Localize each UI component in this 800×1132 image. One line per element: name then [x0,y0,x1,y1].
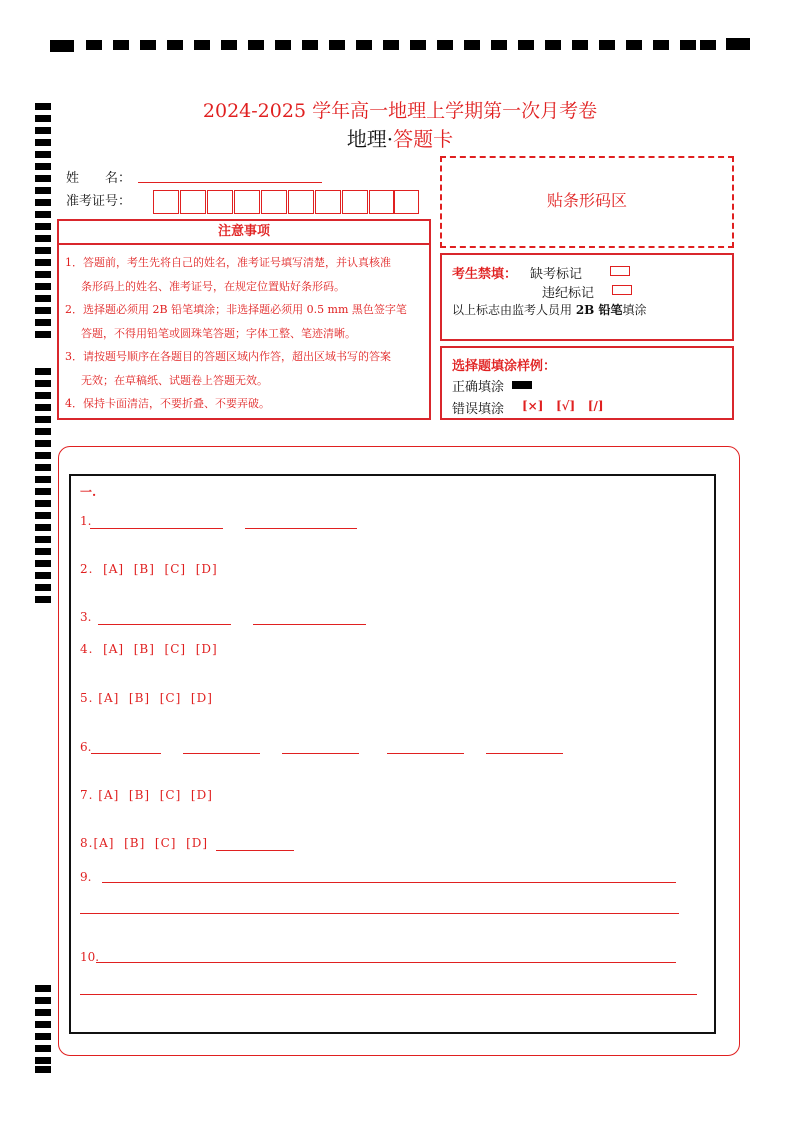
wrong-fill-label: 错误填涂 [452,402,505,417]
name-label: 姓 名： [66,171,132,186]
subject-label: 地理· [346,127,394,151]
question-6-blank-5[interactable] [486,753,563,754]
question-1-number: 1. [80,514,92,528]
note-2-line-2: 答题，不得用铅笔或圆珠笔答题；字体工整、笔迹清晰。 [81,326,356,340]
question-9-number: 9. [80,870,92,884]
fill-sample-box [440,346,734,420]
section-heading: 一. [80,485,97,499]
wrong-mark-slash: [/] [587,399,604,413]
question-1-blank-2[interactable] [245,528,357,529]
note-2-line-1: 2．选择题必须用 2B 铅笔填涂；非选择题必须用 0.5 mm 黑色签字笔 [65,303,407,316]
question-3-blank-1[interactable] [98,624,231,625]
exam-subtitle [0,123,800,152]
question-6-blank-2[interactable] [183,753,260,754]
wrong-mark-cross: [×] [522,399,544,413]
question-6-number: 6. [80,740,92,754]
exam-id-label: 准考证号： [66,194,132,209]
question-3-number: 3. [80,610,92,624]
question-9-line-2[interactable] [80,913,679,914]
question-8-blank[interactable] [216,850,294,851]
question-10-number: 10. [80,950,100,964]
name-field[interactable] [138,168,322,183]
violation-mark-label: 违纪标记 [542,286,595,301]
barcode-area-label: 贴条形码区 [546,191,627,210]
question-10-line-2[interactable] [80,994,697,995]
absent-mark-box[interactable] [610,266,630,276]
wrong-fill-samples [522,399,604,413]
note-3-line-1: 3．请按题号顺序在各题目的答题区域内作答，超出区域书写的答案 [65,350,391,363]
question-5-options[interactable]: 5. [A] [B] [C] [D] [80,691,213,705]
proctor-only-box [440,253,734,341]
question-1-blank-1[interactable] [90,528,223,529]
note-1-line-2: 条形码上的姓名、准考证号，在规定位置贴好条形码。 [81,279,345,293]
question-9-line-1[interactable] [102,882,676,883]
question-7-options[interactable]: 7. [A] [B] [C] [D] [80,788,213,802]
note-1-line-1: 1．答题前，考生先将自己的姓名，准考证号填写清楚，并认真核准 [65,256,391,269]
notes-box [57,219,431,420]
exam-title: 2024-2025 学年高一地理上学期第一次月考卷 [202,100,598,122]
question-10-line-1[interactable] [96,962,676,963]
question-3-blank-2[interactable] [253,624,366,625]
wrong-mark-check: [√] [555,399,576,413]
violation-mark-box[interactable] [612,285,632,295]
answer-area-inner[interactable] [69,474,716,1034]
correct-fill-label: 正确填涂 [452,380,505,395]
question-6-blank-3[interactable] [282,753,359,754]
note-3-line-2: 无效；在草稿纸、试题卷上答题无效。 [81,373,268,387]
question-6-blank-4[interactable] [387,753,464,754]
question-6-blank-1[interactable] [91,753,161,754]
question-2-options[interactable]: 2. [A] [B] [C] [D] [80,562,218,576]
answer-card-label: 答题卡 [393,127,454,151]
note-4: 4．保持卡面清洁，不要折叠、不要弄破。 [65,397,270,410]
absent-mark-label: 缺考标记 [530,267,583,282]
question-4-options[interactable]: 4. [A] [B] [C] [D] [80,642,218,656]
barcode-area [440,156,734,248]
proctor-only-heading: 考生禁填： [452,267,518,282]
proctor-note: 以上标志由监考人员用 2B 铅笔填涂 [452,303,647,317]
question-8-options[interactable]: 8.[A] [B] [C] [D] [80,836,209,850]
correct-fill-sample [512,381,532,389]
fill-sample-heading: 选择题填涂样例： [452,359,557,374]
notes-heading: 注意事项 [59,221,429,245]
